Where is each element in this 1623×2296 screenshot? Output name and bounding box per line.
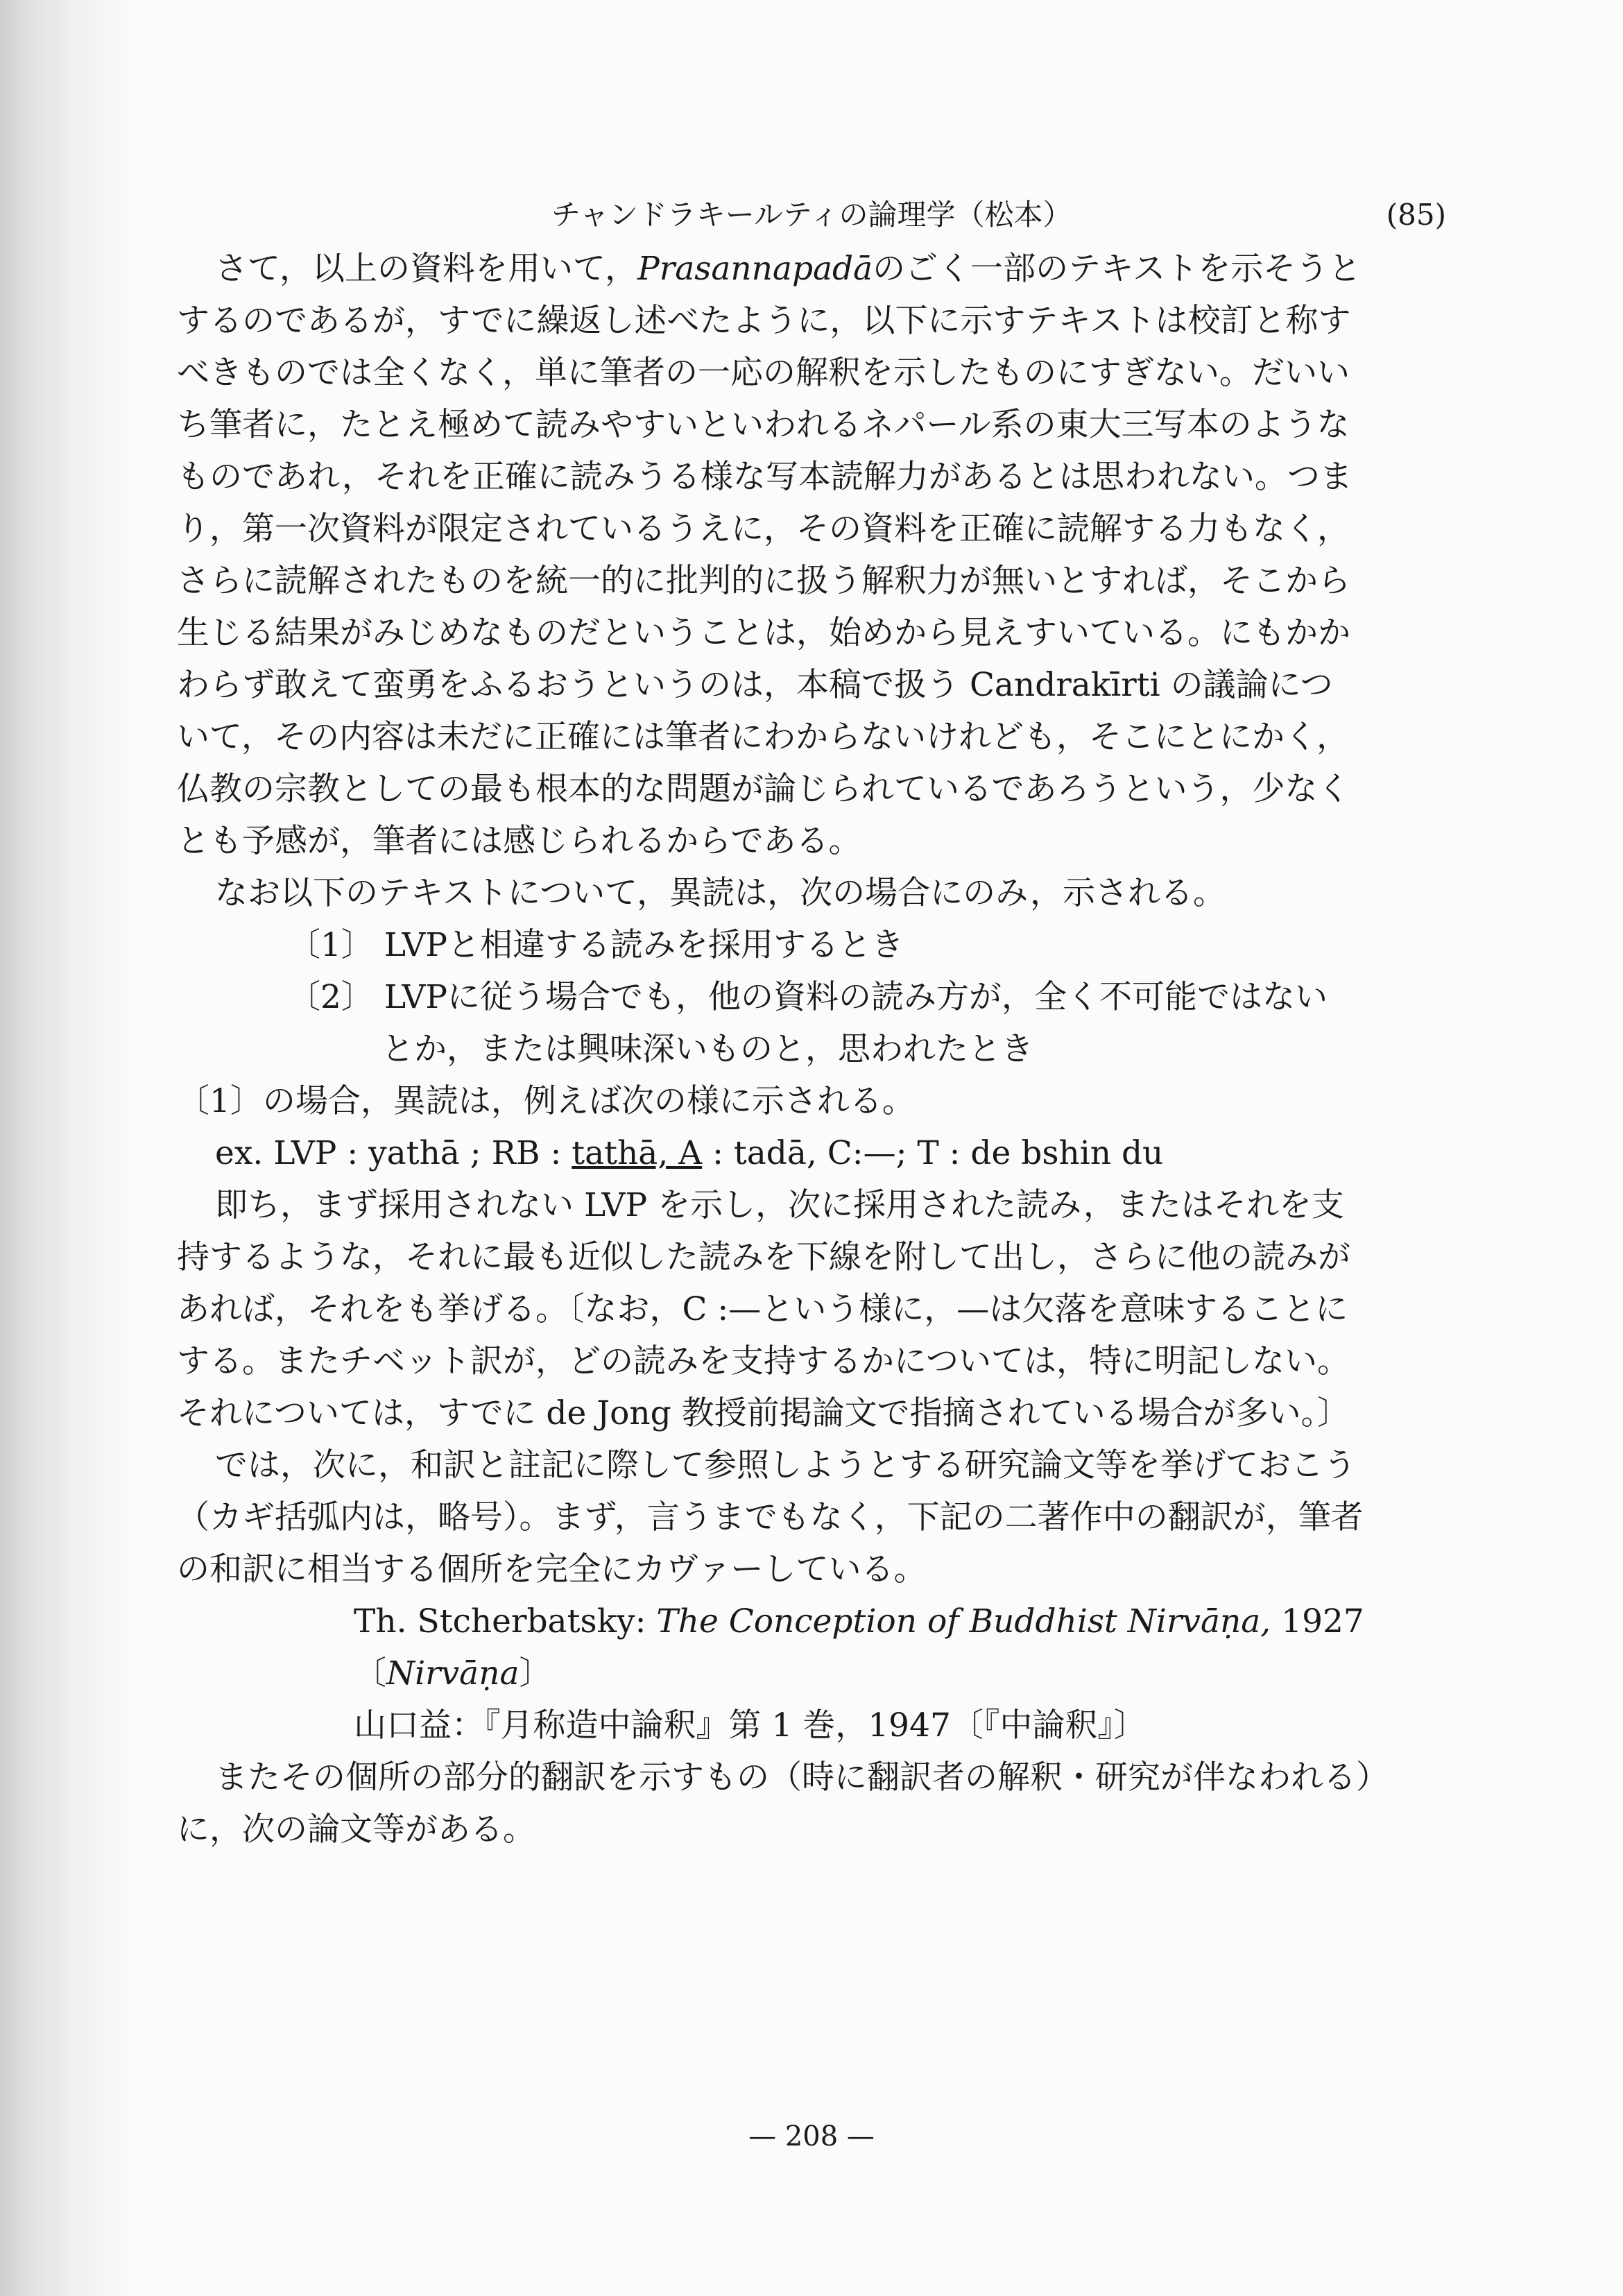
list-item-2-cont: とか，または興味深いものと，思われたとき <box>381 1030 1033 1068</box>
para4-line5: それについては，すでに de Jong 教授前掲論文で指摘されている場合が多い。〕 <box>177 1394 1350 1432</box>
para1-line12: とも予感が，筆者には感じられるからである。 <box>177 822 861 860</box>
para5-line2: （カギ括弧内は，略号）。まず，言うまでもなく，下記の二著作中の翻訳が，筆者 <box>177 1498 1364 1536</box>
para4-line3: あれば，それをも挙げる。〔なお，C :—という様に，—は欠落を意味することに <box>177 1290 1348 1328</box>
para1-line1: さて，以上の資料を用いて，Prasannapadāのごく一部のテキストを示そうと <box>215 250 1362 288</box>
reference-1-title: The Conception of Buddhist Nirvāṇa, <box>656 1602 1271 1640</box>
example-line: ex. LVP : yathā ; RB : tathā, A : tadā, C:—; T : de bshin du <box>215 1134 1164 1172</box>
page-number-bottom: — 208 — <box>748 2121 875 2152</box>
para2: なお以下のテキストについて，異読は，次の場合にのみ，示される。 <box>215 874 1226 912</box>
para1-line4: ち筆者に，たとえ極めて読みやすいといわれるネパール系の東大三写本のような <box>177 406 1350 444</box>
para4-line2: 持するような，それに最も近似した読みを下線を附して出し，さらに他の読みが <box>177 1238 1350 1276</box>
para6-line2: に，次の論文等がある。 <box>177 1810 535 1849</box>
reference-1-abbrev: 〔Nirvāṇa〕 <box>354 1654 552 1693</box>
para1-line10: いて，その内容は未だに正確には筆者にわからないけれども，そこにとにかく， <box>177 718 1350 756</box>
para5-line3: の和訳に相当する個所を完全にカヴァーしている。 <box>177 1550 927 1588</box>
running-title: チャンドラキールティの論理学（松本） <box>551 198 1072 232</box>
para5-line1: では，次に，和訳と註記に際して参照しようとする研究論文等を挙げておこう <box>215 1446 1356 1484</box>
list-item-2: 〔2〕 LVPに従う場合でも，他の資料の読み方が，全く不可能ではない <box>288 978 1328 1016</box>
list-item-1: 〔1〕 LVPと相違する読みを採用するとき <box>288 926 904 964</box>
para1-line8: 生じる結果がみじめなものだということは，始めから見えすいている。にもかか <box>177 614 1350 652</box>
para1-line11: 仏教の宗教としての最も根本的な問題が論じられているであろうという，少なく <box>177 770 1350 808</box>
page-number-top: (85) <box>1386 198 1446 232</box>
para4-line4: する。またチベット訳が，どの読みを支持するかについては，特に明記しない。 <box>177 1342 1350 1380</box>
running-head <box>177 187 1446 243</box>
para4-line1: 即ち，まず採用されない LVP を示し，次に採用された読み，またはそれを支 <box>215 1186 1344 1224</box>
para1-line7: さらに読解されたものを統一的に批判的に扱う解釈力が無いとすれば，そこから <box>177 562 1350 600</box>
body-text <box>177 243 1446 1856</box>
work-title-italic: Prasannapadā <box>637 250 873 288</box>
para6-line1: またその個所の部分的翻訳を示すもの（時に翻訳者の解釈・研究が伴なわれる） <box>215 1758 1389 1797</box>
reference-2: 山口益：『月称造中論釈』第 1 巻，1947〔『中論釈』〕 <box>354 1706 1147 1745</box>
para1-line5: ものであれ，それを正確に読みうる様な写本読解力があるとは思われない。つま <box>177 458 1352 496</box>
para1-line9: わらず敢えて蛮勇をふるおうというのは，本稿で扱う Candrakīrti の議論につ <box>177 666 1333 704</box>
scan-edge-shadow <box>0 0 132 2296</box>
para1-line2: するのであるが，すでに繰返し述べたように，以下に示すテキストは校訂と称す <box>177 302 1351 340</box>
para3: 〔1〕の場合，異読は，例えば次の様に示される。 <box>177 1082 915 1120</box>
underlined-reading: tathā, A <box>572 1134 703 1172</box>
reference-1: Th. Stcherbatsky: The Conception of Buddhist Nirvāṇa, 1927 <box>354 1602 1364 1640</box>
book-page <box>177 166 1446 2234</box>
para1-line6: り，第一次資料が限定されているうえに，その資料を正確に読解する力もなく， <box>177 510 1350 548</box>
para1-line3: べきものでは全くなく，単に筆者の一応の解釈を示したものにすぎない。だいい <box>177 354 1350 392</box>
